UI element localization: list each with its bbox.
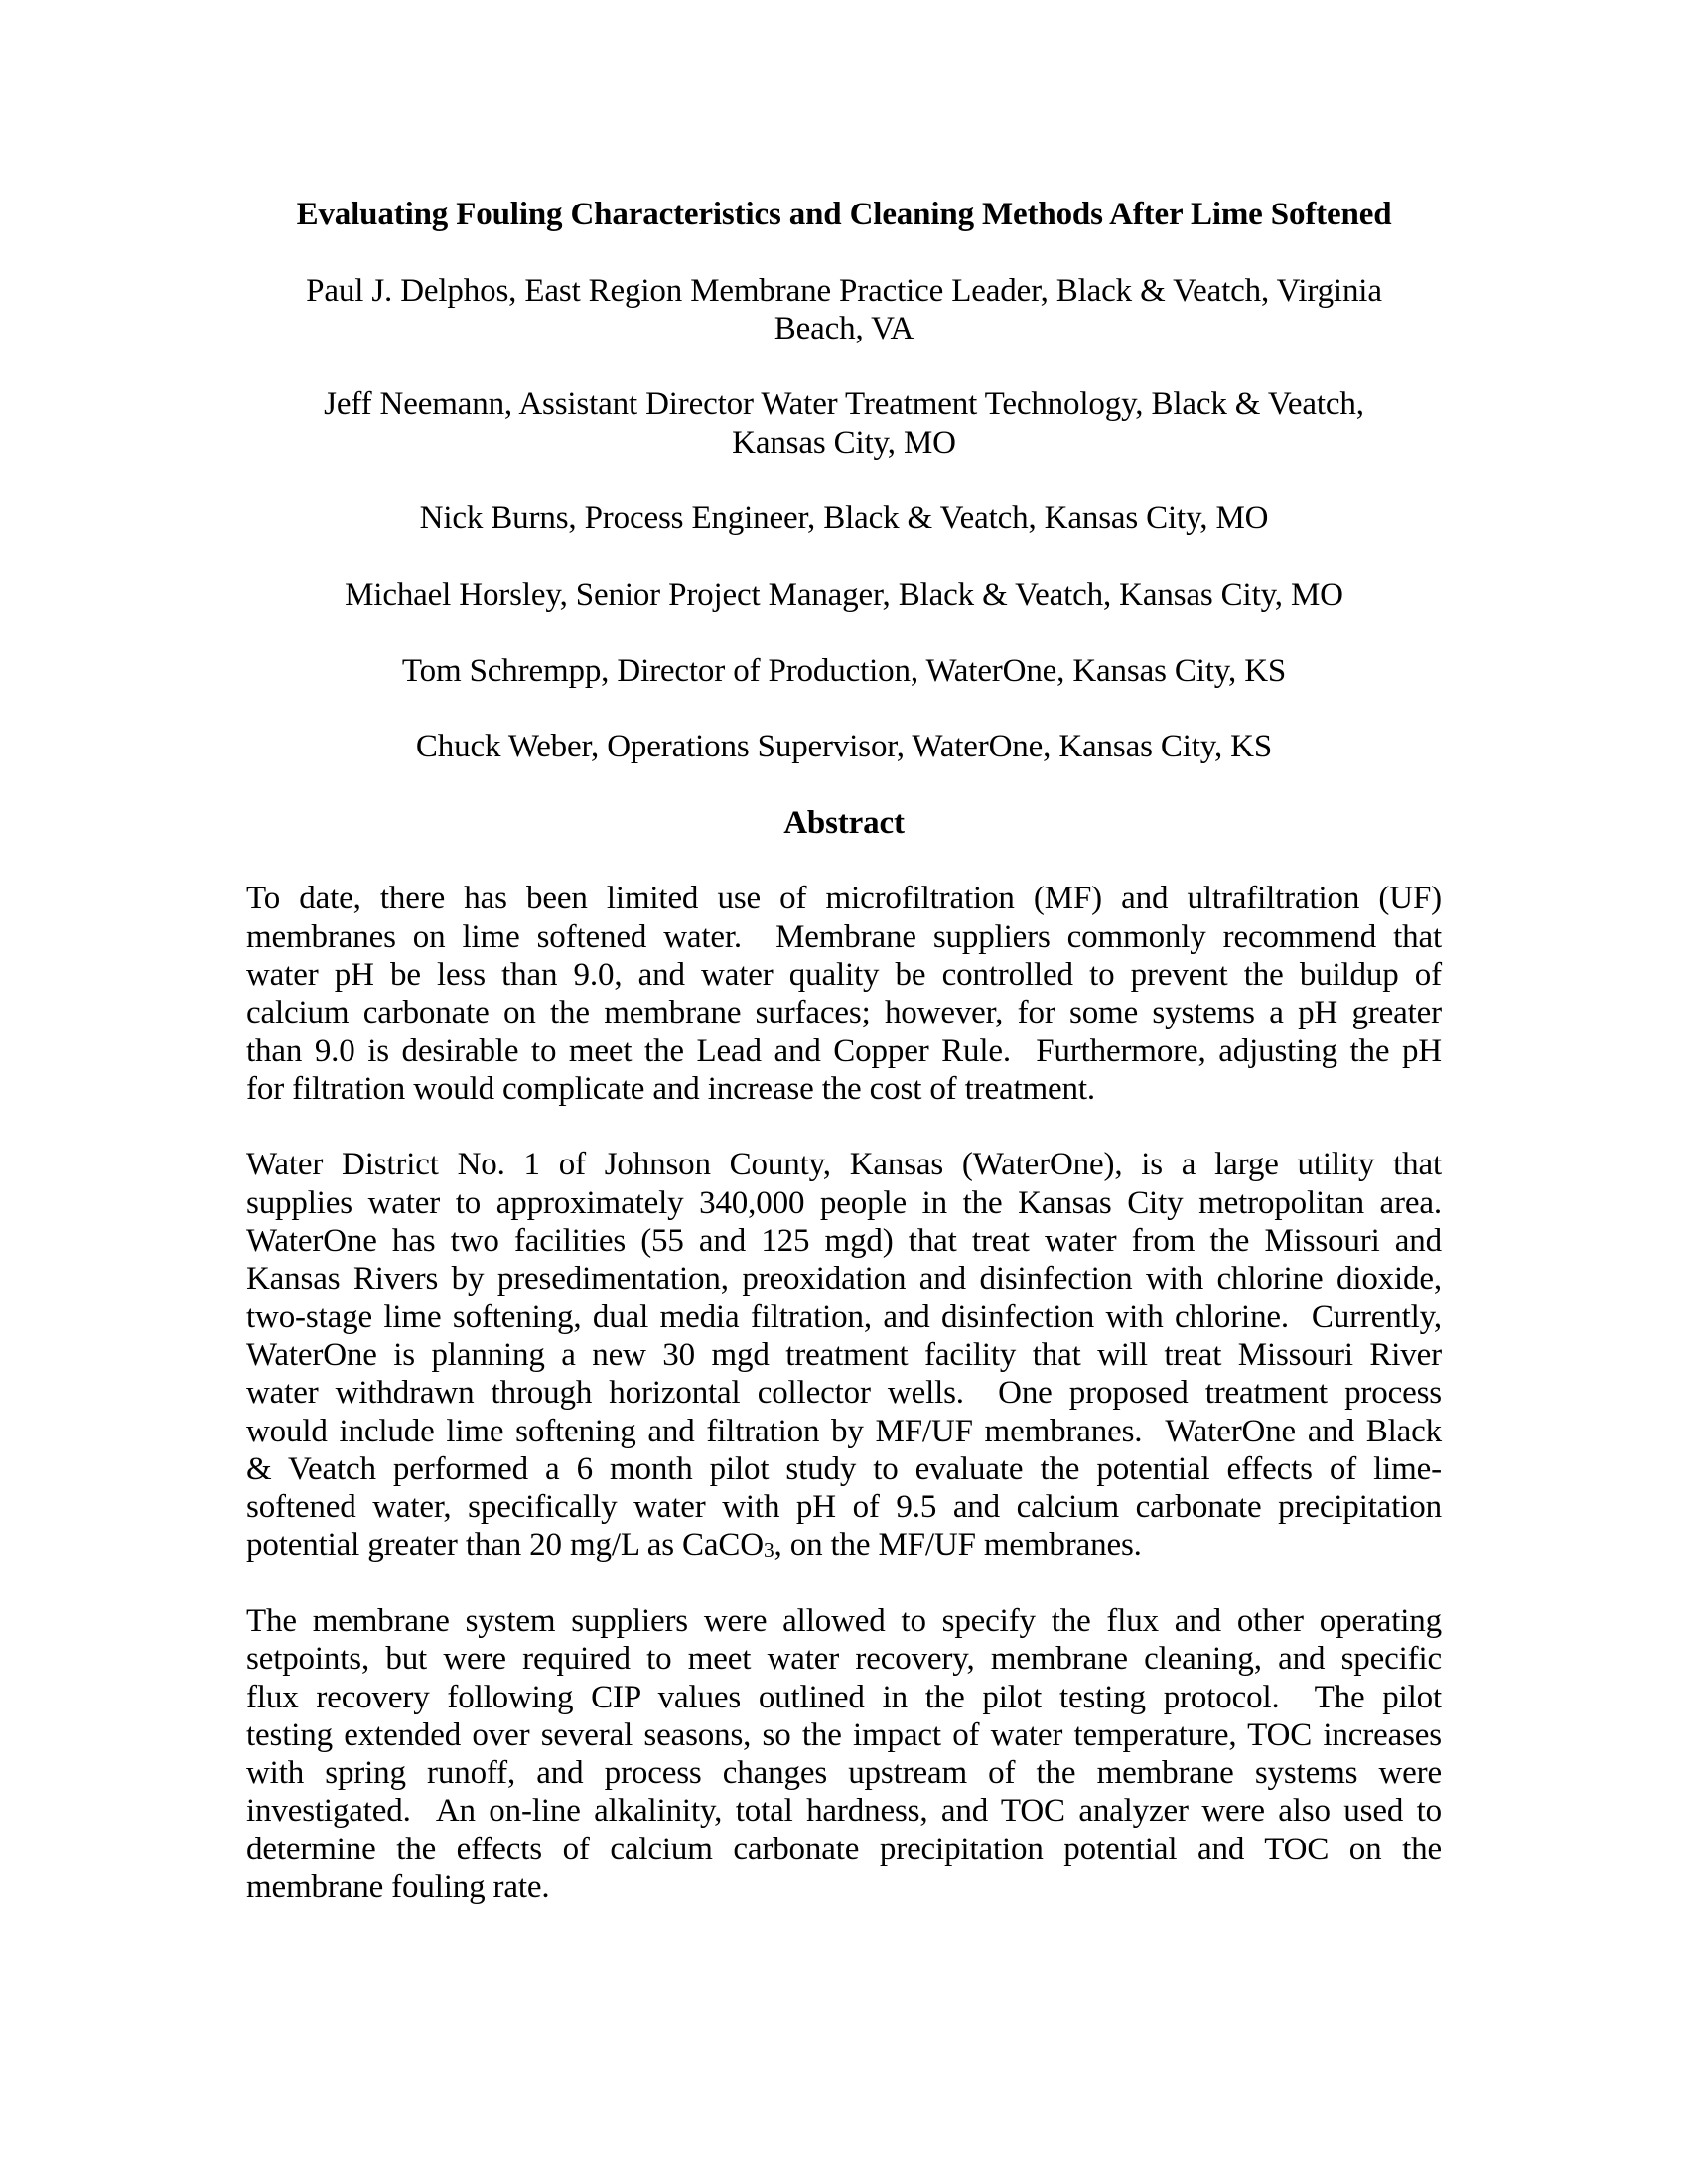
text-line: calcium carbonate on the membrane surfaces; however, for some systems a pH greater — [246, 995, 1442, 1031]
text-line: softened water, specifically water with pH of 9.5 and calcium carbonate precipitation — [246, 1489, 1442, 1526]
text-line: with spring runoff, and process changes upstream of the membrane systems were — [246, 1755, 1442, 1792]
author-entry — [246, 499, 1442, 537]
text-line: two-stage lime softening, dual media filtration, and disinfection with chlorine. Currently, — [246, 1298, 1442, 1335]
author-line: Jeff Neemann, Assistant Director Water Treatment Technology, Black & Veatch, — [324, 386, 1364, 423]
text-line: & Veatch performed a 6 month pilot study to evaluate the potential effects of lime- — [246, 1450, 1442, 1487]
text-line: determine the effects of calcium carbonate precipitation potential and TOC on the — [246, 1831, 1442, 1867]
text-line: water pH be less than 9.0, and water quality be controlled to prevent the buildup of — [246, 956, 1442, 993]
author-line: Beach, VA — [774, 310, 914, 346]
text-line: potential greater than 20 mg/L as CaCO$_3$, on the MF/UF membranes. — [246, 1527, 1142, 1564]
text-line: To date, there has been limited use of microfiltration (MF) and ultrafiltration (UF) — [246, 881, 1442, 917]
abstract-paragraph — [246, 880, 1442, 1108]
text-line: than 9.0 is desirable to meet the Lead and Copper Rule. Furthermore, adjusting the pH — [246, 1032, 1442, 1069]
author-entry — [246, 272, 1442, 348]
text-line: flux recovery following CIP values outlined in the pilot testing protocol. The pilot — [246, 1679, 1442, 1715]
author-line: Nick Burns, Process Engineer, Black & Veatch, Kansas City, MO — [419, 500, 1269, 537]
author-entry — [246, 385, 1442, 462]
text-line: WaterOne has two facilities (55 and 125 mgd) that treat water from the Missouri and — [246, 1223, 1442, 1260]
paper-title: Evaluating Fouling Characteristics and Cleaning Methods After Lime Softened — [296, 197, 1392, 232]
author-entry — [246, 728, 1442, 765]
author-entry — [246, 652, 1442, 690]
author-line: Paul J. Delphos, East Region Membrane Practice Leader, Black & Veatch, Virginia — [306, 272, 1382, 309]
text-line: setpoints, but were required to meet water recovery, membrane cleaning, and specific — [246, 1641, 1442, 1678]
abstract-body — [246, 880, 1442, 1906]
text-line: Water District No. 1 of Johnson County, Kansas (WaterOne), is a large utility that — [246, 1147, 1442, 1183]
author-line: Tom Schrempp, Director of Production, WaterOne, Kansas City, KS — [401, 652, 1287, 689]
text-line: membrane fouling rate. — [246, 1869, 550, 1906]
author-line: Kansas City, MO — [732, 424, 956, 461]
author-line: Michael Horsley, Senior Project Manager, Black & Veatch, Kansas City, MO — [345, 576, 1343, 613]
text-line: testing extended over several seasons, so the impact of water temperature, TOC increases — [246, 1716, 1442, 1753]
text-line: for filtration would complicate and increase the cost of treatment. — [246, 1070, 1095, 1107]
text-line: water withdrawn through horizontal collector wells. One proposed treatment process — [246, 1375, 1442, 1412]
abstract-heading: Abstract — [783, 804, 905, 841]
text-line: membranes on lime softened water. Membrane suppliers commonly recommend that — [246, 918, 1442, 955]
text-line: investigated. An on-line alkalinity, total hardness, and TOC analyzer were also used to — [246, 1793, 1442, 1830]
text-line: would include lime softening and filtration by MF/UF membranes. WaterOne and Black — [246, 1413, 1442, 1449]
abstract-paragraph — [246, 1602, 1442, 1906]
author-line: Chuck Weber, Operations Supervisor, WaterOne, Kansas City, KS — [415, 729, 1273, 765]
text-line: Kansas Rivers by presedimentation, preoxidation and disinfection with chlorine dioxide, — [246, 1261, 1442, 1297]
text-line: The membrane system suppliers were allowed to specify the flux and other operating — [246, 1602, 1442, 1639]
author-entry — [246, 576, 1442, 614]
abstract-paragraph — [246, 1146, 1442, 1564]
text-line: WaterOne is planning a new 30 mgd treatment facility that will treat Missouri River — [246, 1336, 1442, 1373]
author-list — [246, 272, 1442, 766]
text-line: supplies water to approximately 340,000 people in the Kansas City metropolitan area. — [246, 1184, 1442, 1221]
